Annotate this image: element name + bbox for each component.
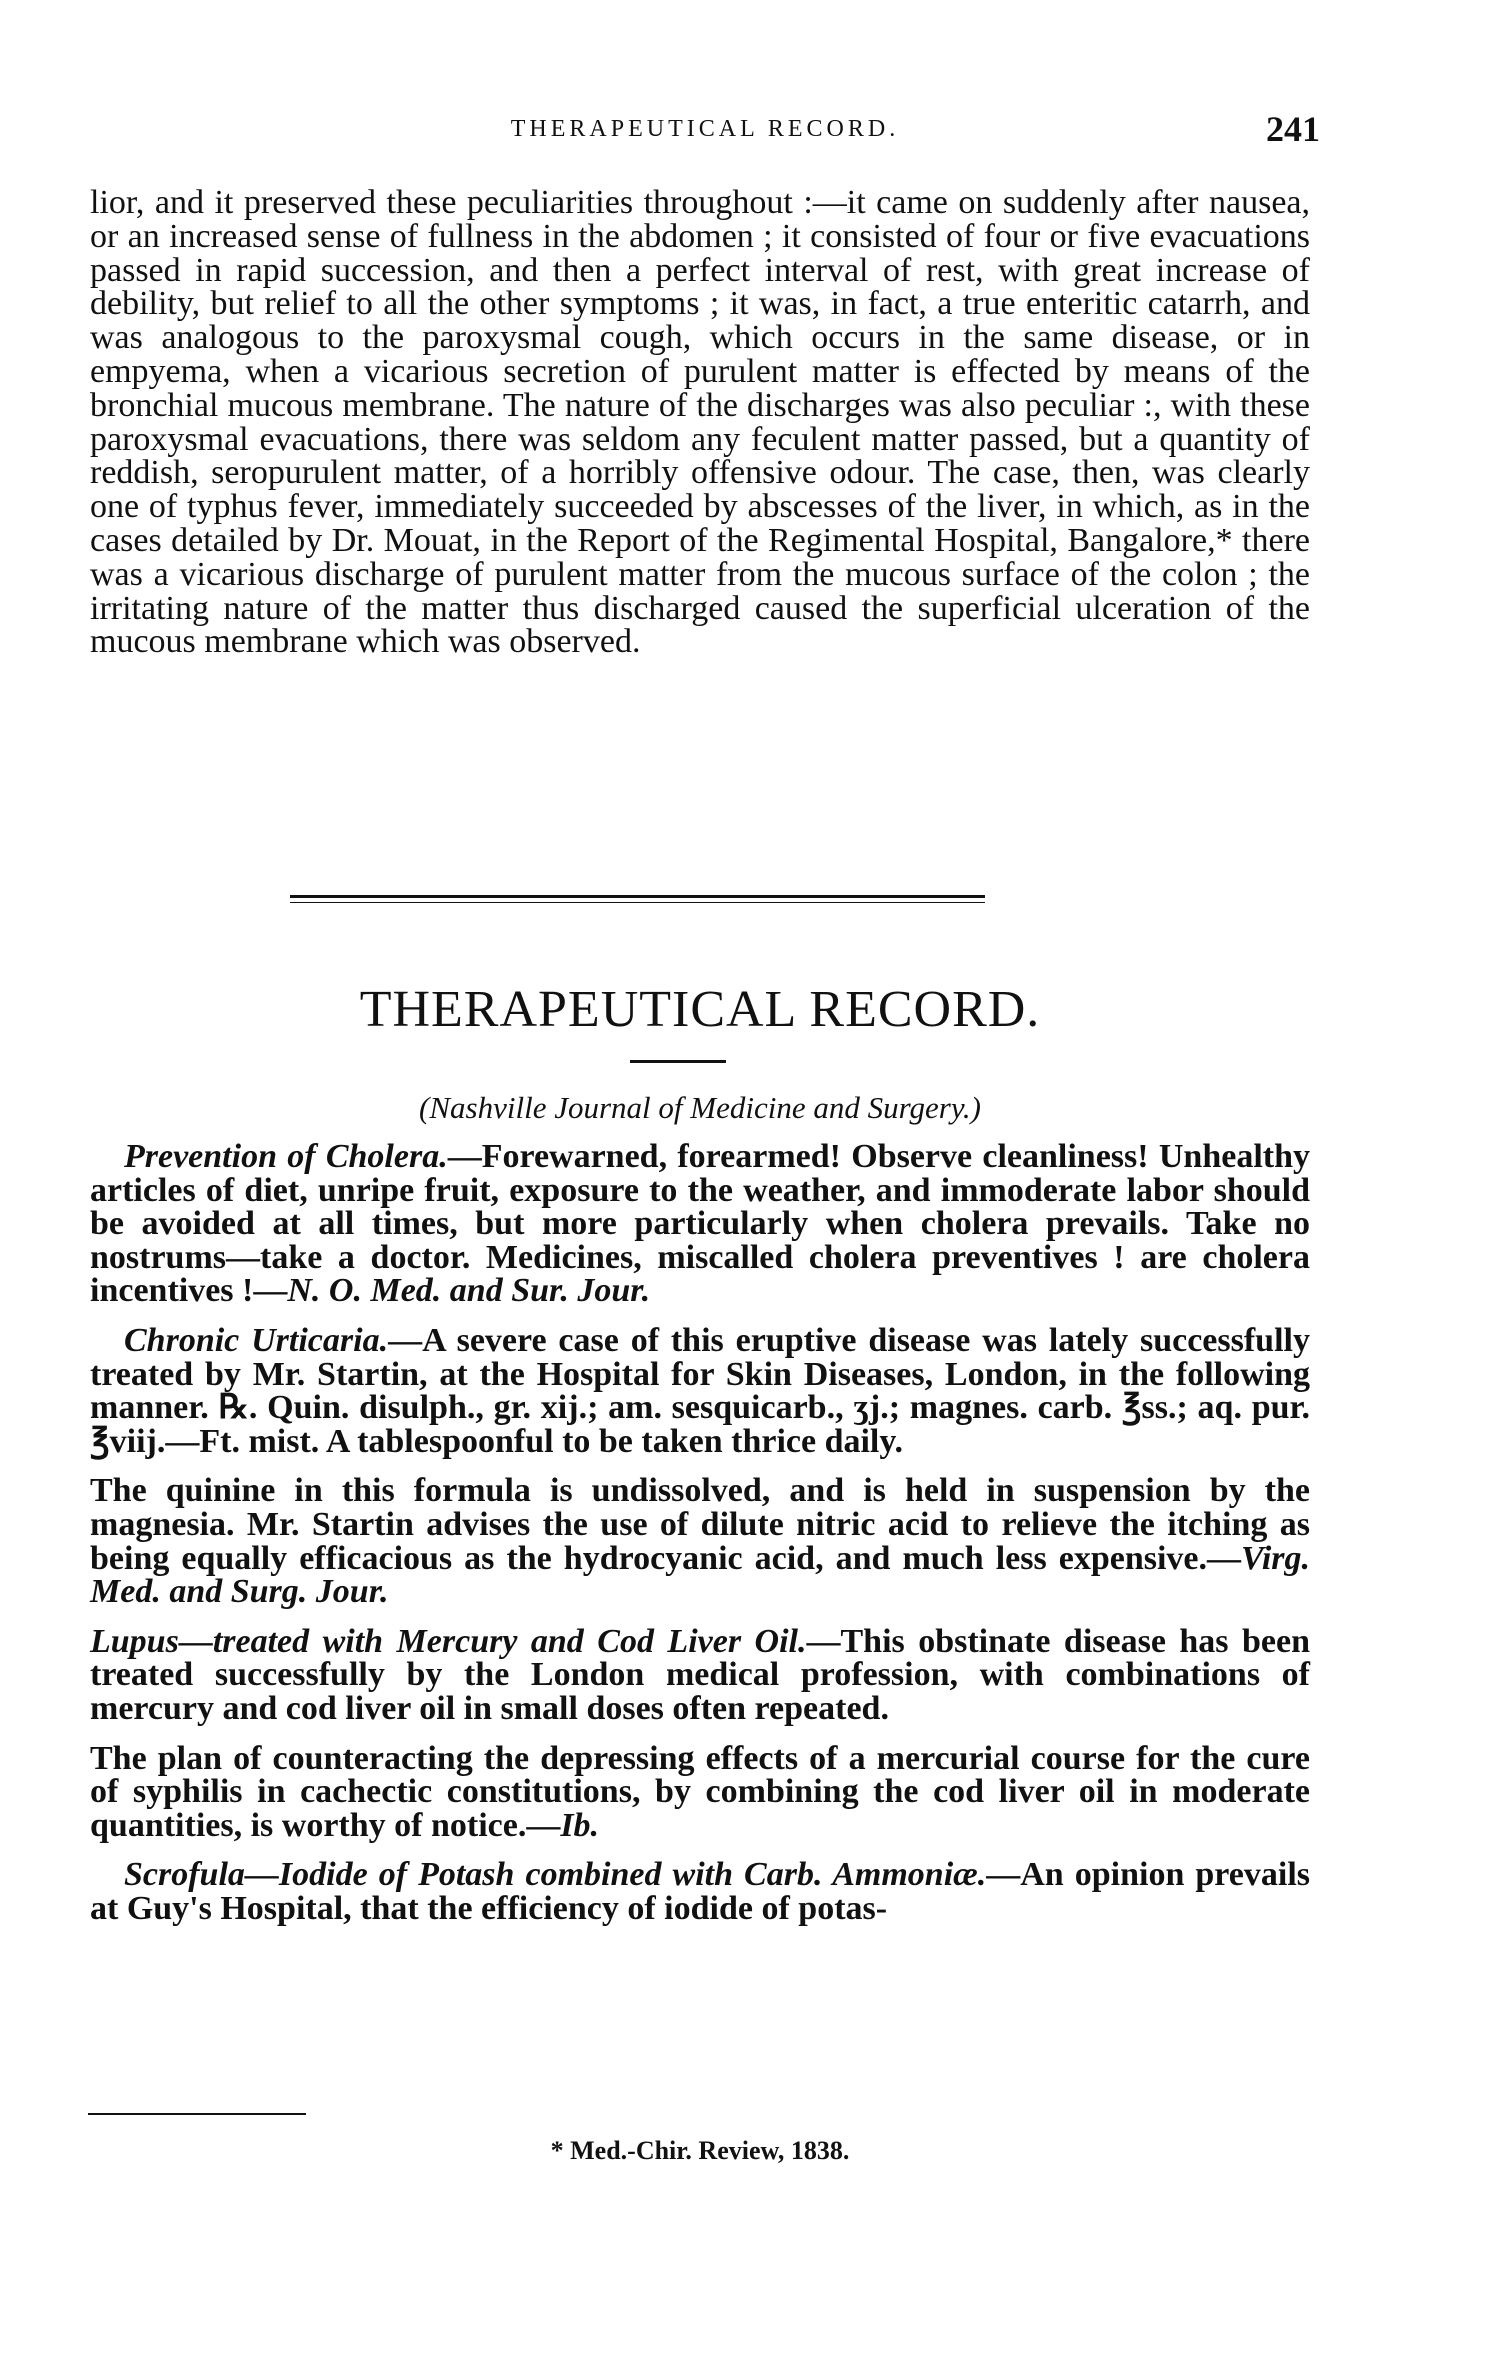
item-citation: Virg. Med. and Surg. Jour. <box>90 1539 1310 1611</box>
section-divider <box>290 895 985 903</box>
footnote: * Med.-Chir. Review, 1838. <box>550 2136 850 2165</box>
page-number: 241 <box>1266 109 1320 149</box>
item-syphilis-note <box>90 1739 1310 1844</box>
item-citation: Ib. <box>560 1806 600 1844</box>
item-quinine-note <box>90 1472 1310 1611</box>
item-text: —An opinion prevails at Guy's Hospital, that the efficiency of iodide of potas- <box>90 1856 1310 1927</box>
item-lead: Scrofula—Iodide of Potash combined with Carb. Ammoniæ. <box>124 1856 987 1894</box>
item-lupus <box>90 1622 1311 1727</box>
item-lead: Lupus—treated with Mercury and Cod Liver Oil. <box>90 1622 807 1660</box>
continuation-paragraph <box>90 186 1310 659</box>
running-head: THERAPEUTICAL RECORD. <box>510 116 900 142</box>
footnote-rule <box>88 2113 306 2115</box>
item-lead: Prevention of Cholera. <box>124 1138 448 1175</box>
item-scrofula <box>90 1858 1310 1925</box>
record-items <box>90 1140 1310 1941</box>
source-line: (Nashville Journal of Medicine and Surgery.) <box>419 1090 981 1125</box>
item-text: The plan of counteracting the depressing effects of a mercurial course for the cure of syphilis in cachectic constitutions, by combining the cod liver oil in moderate quantities, is worthy of notice.— <box>90 1739 1310 1844</box>
item-text: —A severe case of this eruptive disease was lately successfully treated by Mr. Startin, at the Hospital for Skin Diseases, London, in the following manner. ℞. Quin. disulph., gr. xij.; am. sesquicarb., ʒj.; magnes. carb. ℥ss.; aq. pur. ℥viij.—Ft. mist. A tablespoonful to be taken thrice daily. <box>90 1321 1310 1460</box>
item-text: —This obstinate disease has been treated successfully by the London medical profession, with combinations of mercury and cod liver oil in small doses often repeated. <box>90 1622 1311 1727</box>
item-citation: N. O. Med. and Sur. Jour. <box>287 1272 651 1310</box>
page-header <box>90 108 1320 158</box>
item-urticaria <box>90 1321 1310 1460</box>
item-cholera <box>90 1140 1310 1308</box>
item-text: —Forewarned, forearmed! Observe cleanliness! Unhealthy articles of diet, unripe fruit, exposure to the weather, and immoderate labor should be avoided at all times, but more particularly when cholera prevails. Take no nostrums—take a doctor. Medicines, miscalled cholera preventives ! are cholera incentives !— <box>90 1138 1310 1310</box>
item-text: The quinine in this formula is undissolved, and is held in suspension by the magnesia. Mr. Startin advises the use of dilute nitric acid to relieve the itching as being equally efficacious as the hydrocyanic acid, and much less expensive.— <box>90 1472 1310 1577</box>
continuation-text: lior, and it preserved these peculiarities throughout :—it came on suddenly after nausea, or an increased sense of fullness in the abdomen ; it consisted of four or five evacuations passed in rapid succession, and then a perfect interval of rest, with great increase of debility, but relief to all the other symptoms ; it was, in fact, a true enteritic catarrh, and was analogous to the paroxysmal cough, which occurs in the same disease, or in empyema, when a vicarious secretion of purulent matter is effected by means of the bronchial mucous membrane. The nature of the discharges was also peculiar :, with these paroxysmal evacuations, there was seldom any feculent matter passed, but a quantity of reddish, seropurulent matter, of a horribly offensive odour. The case, then, was clearly one of typhus fever, immediately succeeded by abscesses of the liver, in which, as in the cases detailed by Dr. Mouat, in the Report of the Regimental Hospital, Bangalore,* there was a vicarious discharge of purulent matter from the mucous surface of the colon ; the irritating nature of the matter thus discharged caused the superficial ulceration of the mucous membrane which was observed. <box>90 184 1310 661</box>
title-rule <box>630 1060 726 1063</box>
item-lead: Chronic Urticaria. <box>124 1321 389 1359</box>
section-title: THERAPEUTICAL RECORD. <box>359 981 1041 1038</box>
